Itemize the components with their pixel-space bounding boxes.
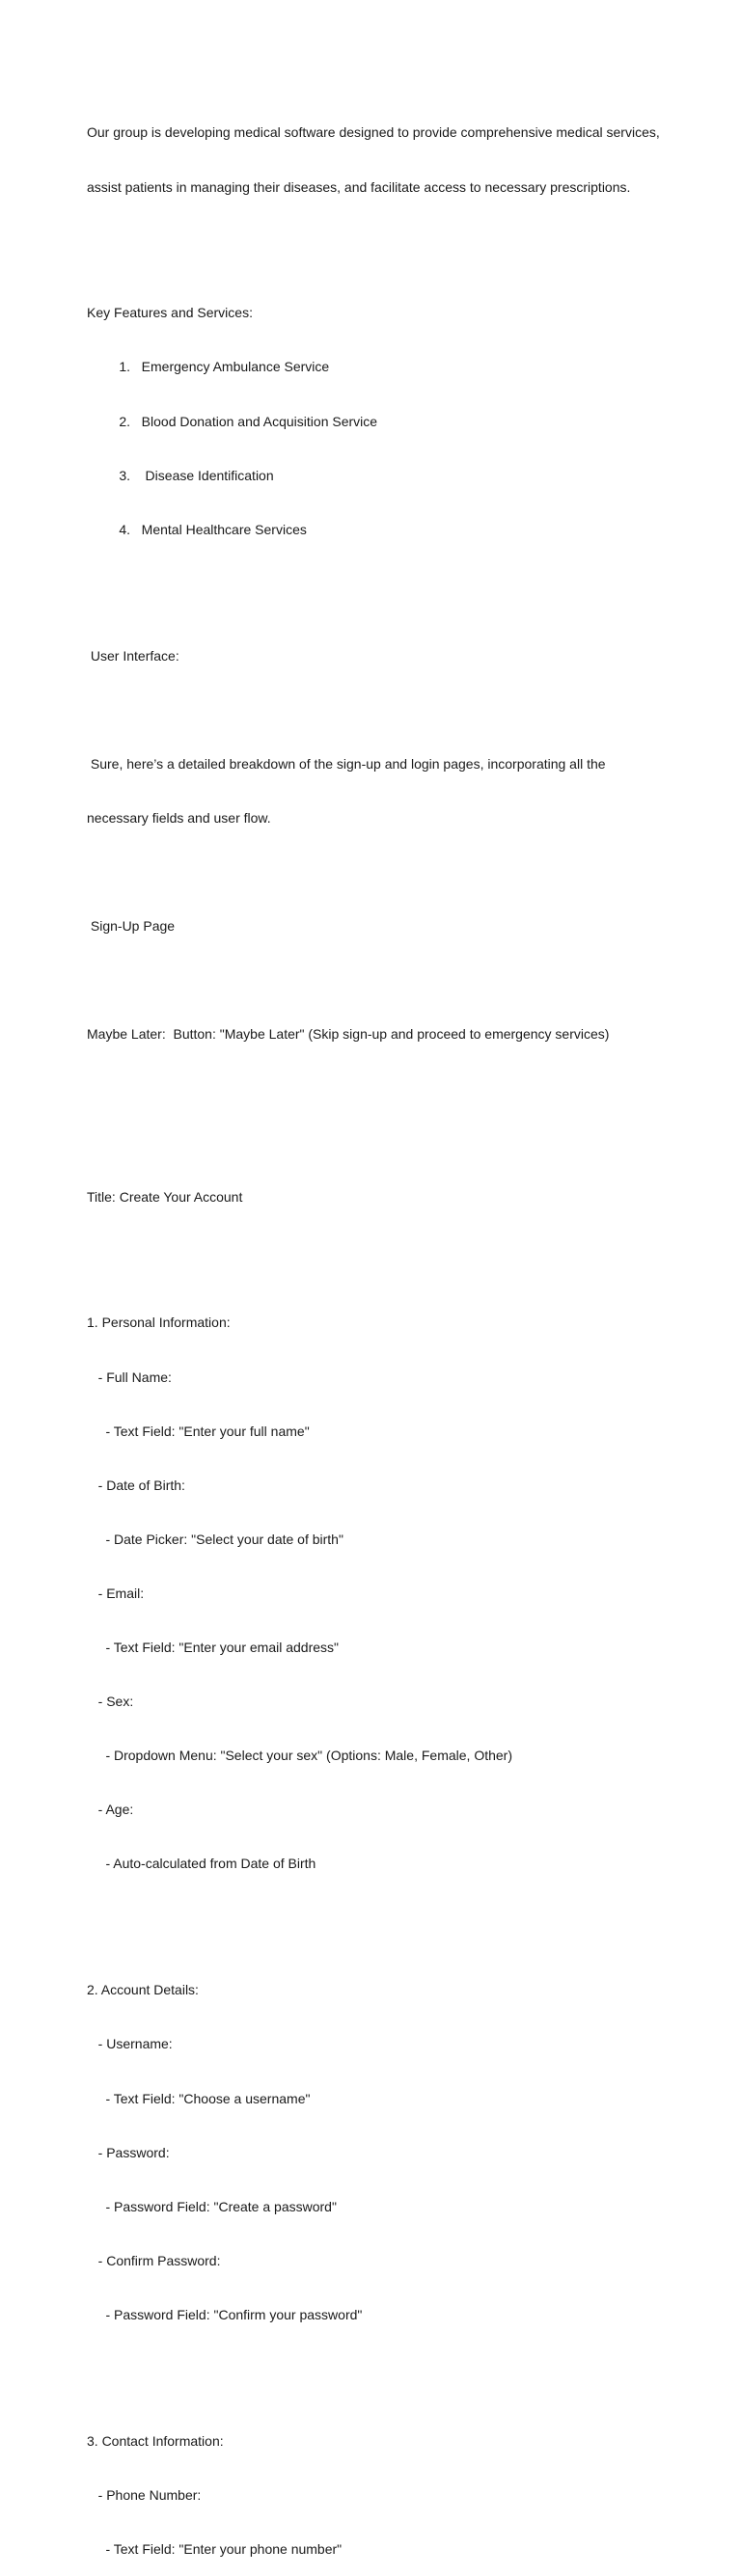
ui-intro-line-2: necessary fields and user flow. bbox=[87, 809, 271, 826]
feature-number: 4. bbox=[119, 521, 130, 537]
ui-heading: User Interface: bbox=[87, 647, 179, 664]
section-line: - Date Picker: "Select your date of birth" bbox=[87, 1531, 343, 1547]
feature-item bbox=[87, 521, 685, 539]
feature-number: 2. bbox=[119, 413, 130, 429]
section-heading: 2. Account Details: bbox=[87, 1982, 199, 1998]
features-heading: Key Features and Services: bbox=[87, 305, 253, 321]
section-line: - Password: bbox=[87, 2144, 170, 2160]
blank-line bbox=[87, 1134, 685, 1152]
feature-text: Mental Healthcare Services bbox=[130, 521, 307, 537]
feature-text: Blood Donation and Acquisition Service bbox=[130, 413, 378, 429]
section-line: - Date of Birth: bbox=[87, 1477, 185, 1493]
section-line: - Text Field: "Choose a username" bbox=[87, 2090, 311, 2106]
feature-item bbox=[87, 467, 685, 485]
section-line: - Age: bbox=[87, 1802, 134, 1818]
section-line: - Username: bbox=[87, 2036, 173, 2052]
intro-line-1: Our group is developing medical software designed to provide comprehensive medical services, bbox=[87, 124, 660, 141]
blank-line bbox=[87, 2360, 685, 2378]
section-line: - Phone Number: bbox=[87, 2486, 202, 2503]
intro-line-2: assist patients in managing their diseases, and facilitate access to necessary prescriptions. bbox=[87, 178, 631, 195]
section-line: - Password Field: "Create a password" bbox=[87, 2198, 337, 2214]
blank-line bbox=[87, 1079, 685, 1098]
section-line: - Auto-calculated from Date of Birth bbox=[87, 1856, 316, 1872]
signup-heading: Sign-Up Page bbox=[87, 918, 176, 935]
blank-line bbox=[87, 863, 685, 881]
document-page bbox=[87, 88, 685, 2576]
section-line: - Full Name: bbox=[87, 1369, 172, 1385]
maybe-later-line: Maybe Later: Button: "Maybe Later" (Skip sign-up and proceed to emergency services) bbox=[87, 1026, 610, 1043]
section-heading: 3. Contact Information: bbox=[87, 2432, 224, 2449]
feature-text: Emergency Ambulance Service bbox=[130, 359, 330, 375]
section-line: - Confirm Password: bbox=[87, 2252, 221, 2268]
feature-text: Disease Identification bbox=[130, 467, 274, 483]
section-line: - Password Field: "Confirm your password" bbox=[87, 2306, 363, 2322]
blank-line bbox=[87, 1242, 685, 1261]
section-line: - Sex: bbox=[87, 1694, 134, 1710]
blank-line bbox=[87, 1910, 685, 1928]
feature-number: 1. bbox=[119, 359, 130, 375]
feature-item bbox=[87, 358, 685, 376]
blank-line bbox=[87, 232, 685, 251]
title-line: Title: Create Your Account bbox=[87, 1188, 243, 1205]
ui-intro-line-1: Sure, here’s a detailed breakdown of the sign-up and login pages, incorporating all the bbox=[87, 755, 606, 772]
section-line: - Text Field: "Enter your email address" bbox=[87, 1640, 340, 1656]
blank-line bbox=[87, 971, 685, 990]
blank-line bbox=[87, 701, 685, 719]
section-line: - Text Field: "Enter your phone number" bbox=[87, 2540, 343, 2557]
feature-item bbox=[87, 413, 685, 431]
section-line: - Dropdown Menu: "Select your sex" (Options: Male, Female, Other) bbox=[87, 1748, 512, 1764]
blank-line bbox=[87, 575, 685, 593]
section-heading: 1. Personal Information: bbox=[87, 1315, 231, 1331]
section-line: - Email: bbox=[87, 1585, 145, 1601]
feature-number: 3. bbox=[119, 467, 130, 483]
section-line: - Text Field: "Enter your full name" bbox=[87, 1423, 310, 1439]
